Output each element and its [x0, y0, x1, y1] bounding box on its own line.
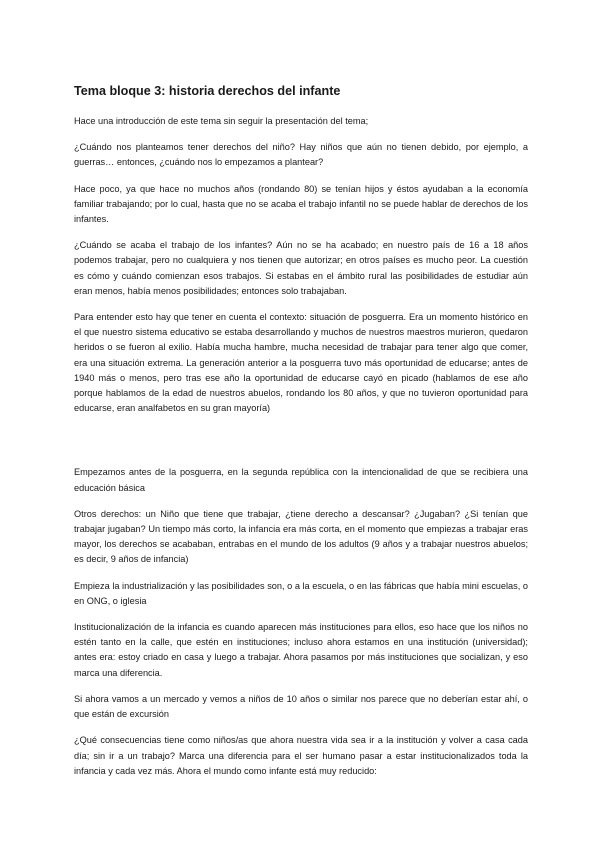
paragraph-second-republic: Empezamos antes de la posguerra, en la segunda república con la intencionalidad de que se recibiera una educación básica	[74, 467, 528, 493]
spacer	[74, 427, 528, 465]
page-title: Tema bloque 3: historia derechos del infante	[74, 84, 341, 98]
paragraph-consequences: ¿Qué consecuencias tiene como niños/as que ahora nuestra vida sea ir a la institución y volver a casa cada día; sin ir a un trabajo? Marca una diferencia para el ser humano pasar a estar institucionalizados toda la infancia y cada vez más. Ahora el mundo como infante está muy reducido:	[74, 735, 528, 776]
paragraph-intro: Hace una introducción de este tema sin seguir la presentación del tema;	[74, 116, 369, 126]
paragraph-market-example: Si ahora vamos a un mercado y vemos a niños de 10 años o similar nos parece que no deberían estar ahí, o que están de excursión	[74, 693, 528, 720]
document-page	[74, 84, 528, 790]
paragraph-child-labor: ¿Cuándo se acaba el trabajo de los infantes? Aún no se ha acabado; en nuestro país de 16 a 18 años podemos trabajar, pero no cualquiera y nos tienen que autorizar; en otros países es mucho peor. La cuestión es cómo y cuándo comienzan esos trabajos. Si estabas en el ámbito rural las posibilidades de estudiar aún eran menos, había menos posibilidades; entonces solo trabajaban.	[74, 240, 528, 296]
paragraph-industrialization: Empieza la industrialización y las posibilidades son, o a la escuela, o en las fábricas que había mini escuelas, o en ONG, o iglesia	[74, 580, 528, 606]
paragraph-other-rights: Otros derechos: un Niño que tiene que trabajar, ¿tiene derecho a descansar? ¿Jugaban? ¿Si tenían que trabajar jugaban? Un tiempo más corto, la infancia era más corta, en el momento que empiezas a trabajar eras mayor, los derechos se acababan, entrabas en el mundo de los adultos (9 años y a trabajar nuestros abuelos; es decir, 9 años de infancia)	[74, 508, 528, 565]
paragraph-recent-history: Hace poco, ya que hace no muchos años (rondando 80) se tenían hijos y éstos ayudaban a la economía familiar trabajando; por lo cual, hasta que no se acaba el trabajo infantil no se puede hablar de derechos de los infantes.	[74, 183, 528, 225]
paragraph-institutionalization: Institucionalización de la infancia es cuando aparecen más instituciones para ellos, eso hace que los niños no estén tanto en la calle, que estén en instituciones; incluso ahora estamos en una institución (universidad); antes era: estoy criado en casa y luego a trabajar. Ahora pasamos por más instituciones que socializan, y eso marca una diferencia.	[74, 622, 528, 678]
paragraph-question-rights: ¿Cuándo nos planteamos tener derechos del niño? Hay niños que aún no tienen debido, por ejemplo, a guerras… entonces, ¿cuándo nos lo empezamos a plantear?	[74, 142, 528, 168]
paragraph-postwar-context: Para entender esto hay que tener en cuenta el contexto: situación de posguerra. Era un momento histórico en el que nuestro sistema educativo se estaba desarrollando y muchos de nuestros maestros murieron, quedaron heridos o se fueron al exilio. Había mucha hambre, mucha necesidad de trabajar para tener algo que comer, era una situación extrema. La generación anterior a la posguerra tuvo más oportunidad de educarse; antes de 1940 más o menos, pero tras ese año la oportunidad de educarse cayó en picado (hablamos de ese año porque hablamos de la edad de nuestros abuelos, rondando los 80 años, y que no tuvieron oportunidad para educarse, eran analfabetos en su gran mayoría)	[74, 312, 528, 414]
